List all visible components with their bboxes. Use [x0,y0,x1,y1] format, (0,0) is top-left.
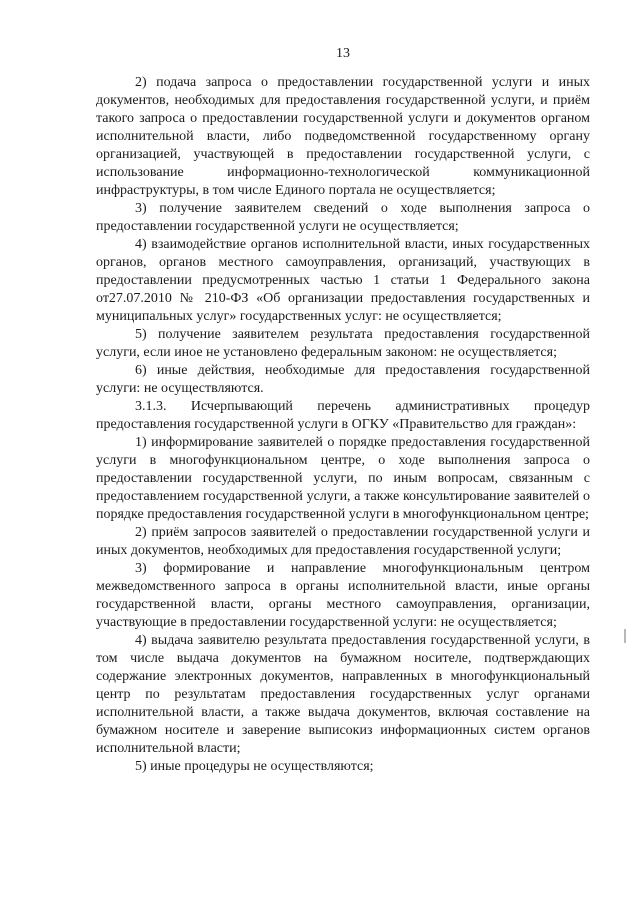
margin-mark [624,629,626,643]
paragraph-item-3-status: 3) получение заявителем сведений о ходе выполнения запроса о предоставлении государственной услуги не осуществляется; [96,201,590,234]
document-page [96,0,590,905]
paragraph-mfc-item-1-informing: 1) информирование заявителей о порядке предоставления государственной услуги в многофункциональном центре, о ходе выполнения запроса о предоставлении государственной услуги, по иным вопросам, связанным с предоставлением государственной услуги, а также консультирование заявителей о порядке предоставления государственной услуги в многофункциональном центре; [96,435,590,522]
paragraph-mfc-item-4-issuance: 4) выдача заявителю результата предоставления государственной услуги, в том числе выдача документов на бумажном носителе, подтверждающих содержание электронных документов, направленных в многофункциональный центр по результатам предоставления государственных услуг органами исполнительной власти, а также выдача документов, включая составление на бумажном носителе и заверение выписокиз информационных систем органов исполнительной власти; [96,633,590,756]
paragraph-item-2-submission: 2) подача запроса о предоставлении государственной услуги и иных документов, необходимых для предоставления государственной услуги, и приём такого запроса о предоставлении государственной услуги и документов органом исполнительной власти, либо подведомственной государственному органу организацией, участвующей в предоставлении государственной услуги, с использование информационно-технологической коммуникационной инфраструктуры, в том числе Единого портала не осуществляется; [96,75,590,198]
paragraph-item-5-result: 5) получение заявителем результата предоставления государственной услуги, если иное не установлено федеральным законом: не осуществляется; [96,327,590,360]
paragraph-section-3-1-3: 3.1.3. Исчерпывающий перечень административных процедур предоставления государственной услуги в ОГКУ «Правительство для граждан»: [96,399,590,432]
paragraph-item-6-other-actions: 6) иные действия, необходимые для предоставления государственной услуги: не осуществляются. [96,363,590,396]
document-body [96,74,590,776]
paragraph-mfc-item-2-reception: 2) приём запросов заявителей о предоставлении государственной услуги и иных документов, необходимых для предоставления государственной услуги; [96,525,590,558]
page-number: 13 [336,46,350,61]
paragraph-item-4-interaction: 4) взаимодействие органов исполнительной власти, иных государственных органов, органов местного самоуправления, организаций, участвующих в предоставлении предусмотренных частью 1 статьи 1 Федерального закона от27.07.2010 № 210-ФЗ «Об организации предоставления государственных и муниципальных услуг» государственных услуг: не осуществляется; [96,237,590,324]
paragraph-mfc-item-3-interagency: 3) формирование и направление многофункциональным центром межведомственного запроса в органы исполнительной власти, иные органы государственной власти, органы местного самоуправления, организации, участвующие в предоставлении государственной услуги: не осуществляется; [96,561,590,630]
paragraph-mfc-item-5-other: 5) иные процедуры не осуществляются; [135,759,374,774]
